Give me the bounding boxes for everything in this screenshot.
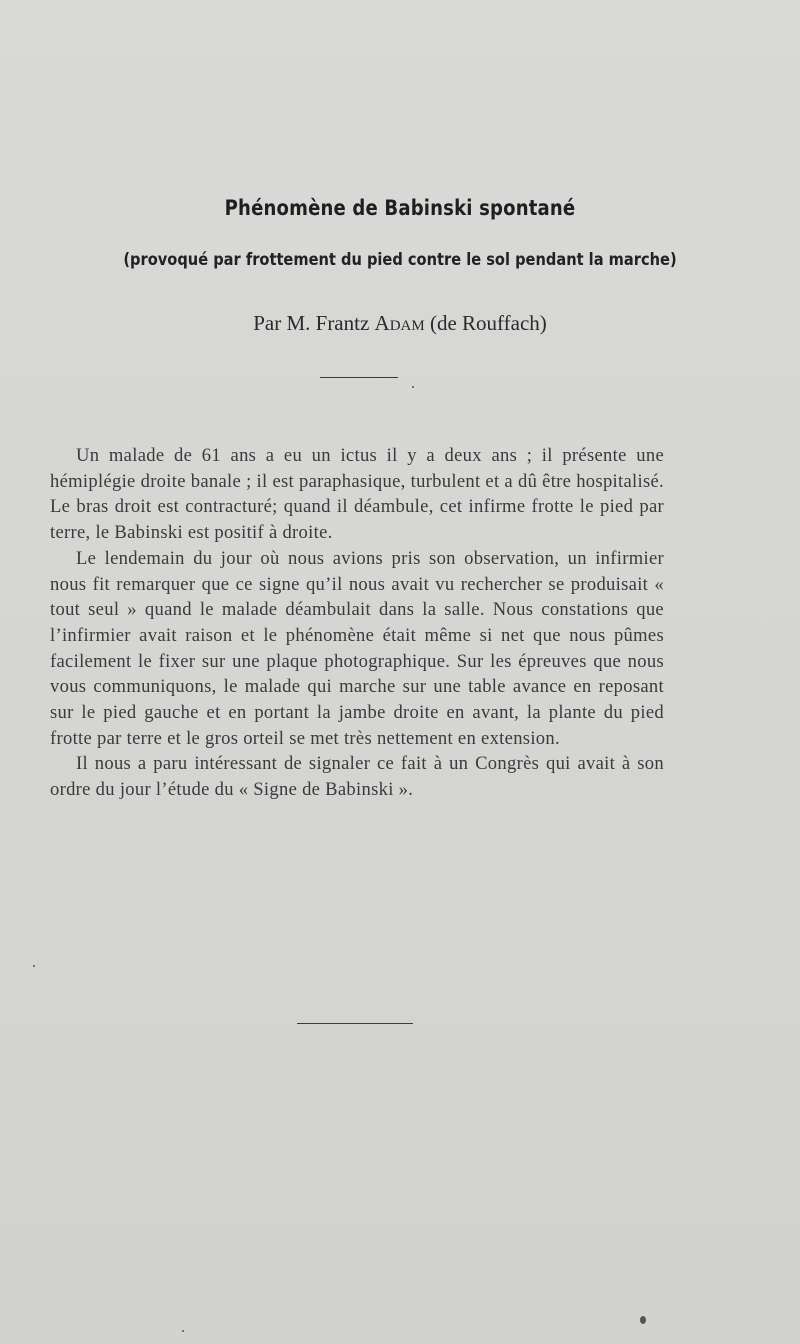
- bottom-divider: [297, 1023, 413, 1024]
- byline-suffix: (de Rouffach): [424, 311, 547, 335]
- paper-speck: [640, 1316, 646, 1324]
- byline-prefix: Par M. Frantz: [253, 311, 375, 335]
- top-divider: [320, 377, 398, 378]
- author-byline: [0, 311, 800, 336]
- paragraph: Le lendemain du jour où nous avions pris son observation, un infirmier nous fit remarquer que ce signe qu’il nous avait vu rechercher se produisait « tout seul » quand le malade déambulait dans la salle. Nous constations que l’infirmier avait raison et le phénomène était même si net que nous pûmes facilement le fixer sur une plaque photographique. Sur les épreuves que nous vous communiquons, le malade qui marche sur une table avance en reposant sur le pied gauche et en portant la jambe droite en avant, la plante du pied frotte par terre et le gros orteil se met très nettement en extension.: [50, 547, 664, 749]
- paper-speck: [412, 386, 414, 388]
- paragraph: Un malade de 61 ans a eu un ictus il y a deux ans ; il présente une hémiplégie droite banale ; il est paraphasique, turbulent et a dû être hospitalisé. Le bras droit est contracturé; quand il déambule, cet infirme frotte le pied par terre, le Babinski est positif à droite.: [50, 445, 664, 544]
- paper-speck: [33, 965, 35, 967]
- article-title: Phénomène de Babinski spontané: [224, 196, 576, 220]
- article-body: [50, 443, 664, 803]
- paper-speck: [182, 1330, 184, 1332]
- article-subtitle: (provoqué par frottement du pied contre le sol pendant la marche): [123, 250, 677, 270]
- author-surname: Adam: [374, 311, 425, 335]
- paragraph: Il nous a paru intéressant de signaler ce fait à un Congrès qui avait à son ordre du jour l’étude du « Signe de Babinski ».: [50, 753, 664, 801]
